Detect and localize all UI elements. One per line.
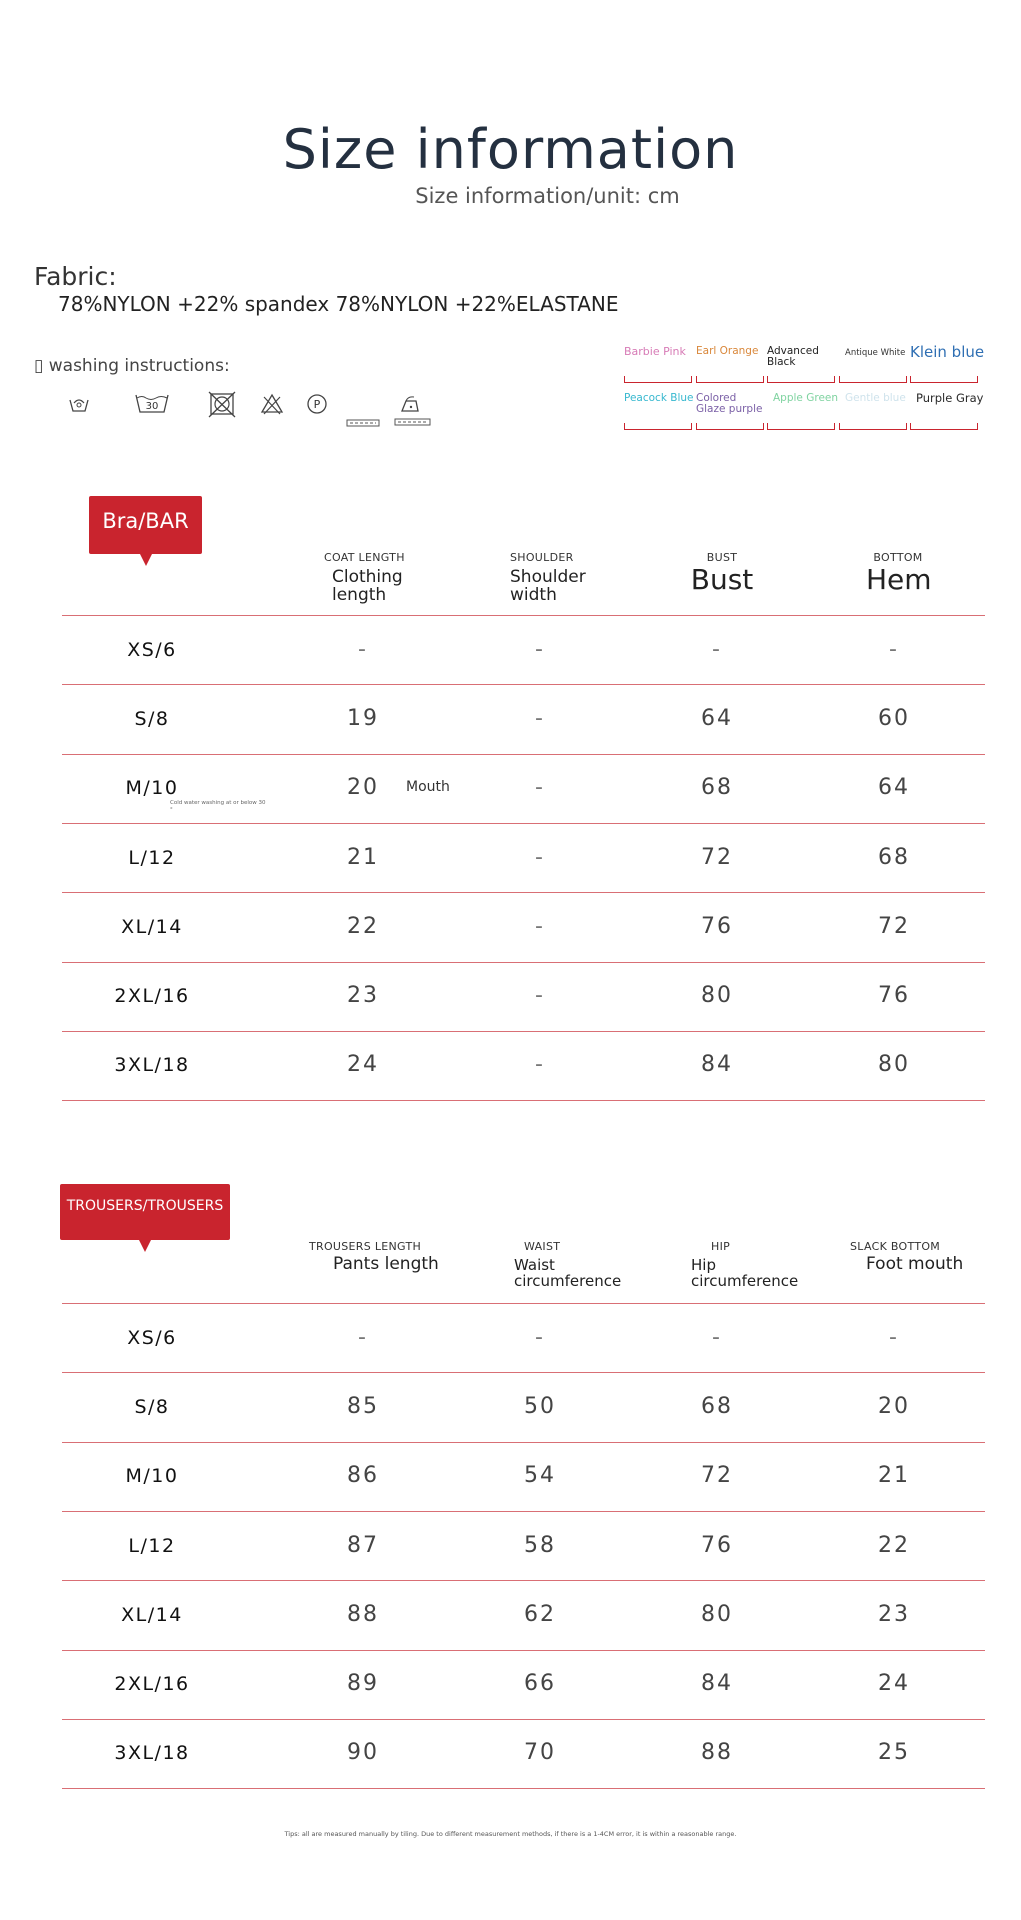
measurement-cell: 76 bbox=[701, 913, 733, 939]
page-subtitle: Size information/unit: cm bbox=[415, 184, 680, 208]
color-name: Advanced Black bbox=[767, 345, 819, 368]
measurement-cell: 72 bbox=[878, 913, 910, 939]
color-swatches bbox=[616, 340, 986, 430]
row-divider bbox=[62, 1303, 985, 1304]
row-divider bbox=[62, 1788, 985, 1789]
measurement-cell: 68 bbox=[701, 775, 733, 801]
measurement-cell: 89 bbox=[347, 1671, 379, 1697]
measurement-cell: 68 bbox=[878, 844, 910, 870]
measurement-cell: - bbox=[535, 844, 545, 870]
color-name: Antique White bbox=[845, 348, 906, 358]
measurement-cell: 54 bbox=[524, 1463, 556, 1489]
color-swatch[interactable] bbox=[624, 346, 692, 384]
column-header-label: Bust bbox=[690, 563, 754, 596]
row-divider bbox=[62, 962, 985, 963]
fabric-composition: 78%NYLON +22% spandex 78%NYLON +22%ELASTANE bbox=[58, 292, 619, 316]
measurement-cell: 60 bbox=[878, 705, 910, 731]
measurement-cell: - bbox=[535, 913, 545, 939]
size-label: XS/6 bbox=[127, 1326, 177, 1349]
row-divider bbox=[62, 754, 985, 755]
hand-wash-icon bbox=[68, 394, 90, 414]
measurement-cell: 23 bbox=[878, 1601, 910, 1627]
color-swatch[interactable] bbox=[839, 393, 907, 431]
measurement-cell: 62 bbox=[524, 1601, 556, 1627]
measurement-cell: 68 bbox=[701, 1393, 733, 1419]
column-header-label: Hem bbox=[866, 563, 932, 596]
measurement-cell: - bbox=[535, 1324, 545, 1350]
row-divider bbox=[62, 892, 985, 893]
row-divider bbox=[62, 1650, 985, 1651]
measurement-cell: - bbox=[535, 705, 545, 731]
measurement-cell: 22 bbox=[878, 1532, 910, 1558]
measurement-cell: 72 bbox=[701, 1463, 733, 1489]
column-header-label: Shoulder width bbox=[510, 567, 586, 605]
size-label: 3XL/18 bbox=[114, 1054, 190, 1077]
measurement-cell: 86 bbox=[347, 1463, 379, 1489]
row-divider bbox=[62, 1372, 985, 1373]
column-header bbox=[514, 1240, 634, 1289]
column-header-label: Clothing length bbox=[332, 567, 403, 605]
measurement-cell: 80 bbox=[878, 1052, 910, 1078]
column-header-en: SHOULDER bbox=[510, 551, 574, 564]
column-header bbox=[690, 551, 754, 594]
row-divider bbox=[62, 1100, 985, 1101]
column-header bbox=[309, 1240, 439, 1273]
measurement-cell: 50 bbox=[524, 1393, 556, 1419]
measurement-cell: 87 bbox=[347, 1532, 379, 1558]
column-header bbox=[691, 1240, 811, 1289]
measurement-cell: 24 bbox=[878, 1671, 910, 1697]
measurement-cell: 76 bbox=[701, 1532, 733, 1558]
row-divider bbox=[62, 1511, 985, 1512]
color-name: Apple Green bbox=[773, 392, 839, 404]
measurement-cell: 21 bbox=[878, 1463, 910, 1489]
measurement-cell: 88 bbox=[701, 1740, 733, 1766]
measurement-cell: 25 bbox=[878, 1740, 910, 1766]
measurement-cell: - bbox=[535, 983, 545, 1009]
size-label: 3XL/18 bbox=[114, 1742, 190, 1765]
measurement-cell: - bbox=[358, 636, 368, 662]
row-divider bbox=[62, 1580, 985, 1581]
measurement-cell: 66 bbox=[524, 1671, 556, 1697]
iron-icon bbox=[394, 393, 432, 427]
measurement-cell: 76 bbox=[878, 983, 910, 1009]
measurement-cell: - bbox=[889, 636, 899, 662]
measurement-cell: 20 bbox=[347, 775, 379, 801]
measurement-cell: 23 bbox=[347, 983, 379, 1009]
cold-water-note: Cold water washing at or below 30 ° bbox=[170, 800, 266, 813]
do-not-bleach-icon bbox=[260, 392, 284, 416]
color-swatch[interactable] bbox=[767, 346, 835, 384]
size-label: S/8 bbox=[134, 707, 170, 730]
color-swatch[interactable] bbox=[696, 346, 764, 384]
measurement-cell: 72 bbox=[701, 844, 733, 870]
measurement-cell: - bbox=[358, 1324, 368, 1350]
color-name: Peacock Blue bbox=[624, 392, 694, 404]
color-swatch[interactable] bbox=[696, 393, 764, 431]
measurement-cell: - bbox=[712, 636, 722, 662]
bra-section-tag: Bra/BAR bbox=[89, 496, 202, 554]
size-label: 2XL/16 bbox=[114, 985, 190, 1008]
trousers-section-tag: TROUSERS/TROUSERS bbox=[60, 1184, 230, 1240]
column-header-en: HIP bbox=[711, 1240, 731, 1253]
column-header-en: TROUSERS LENGTH bbox=[309, 1240, 422, 1253]
line-dry-icon bbox=[346, 418, 380, 428]
size-label: XS/6 bbox=[127, 638, 177, 661]
svg-text:30: 30 bbox=[145, 401, 159, 412]
color-name: Earl Orange bbox=[696, 345, 759, 357]
measurement-cell: 22 bbox=[347, 913, 379, 939]
measurement-cell: 64 bbox=[701, 705, 733, 731]
measurement-cell: 19 bbox=[347, 705, 379, 731]
column-header bbox=[510, 551, 600, 604]
size-label: S/8 bbox=[134, 1395, 170, 1418]
measurement-cell: - bbox=[535, 775, 545, 801]
color-swatch[interactable] bbox=[624, 393, 692, 431]
size-label: M/10 bbox=[125, 1465, 179, 1488]
column-header bbox=[850, 1240, 963, 1273]
measurement-cell: 84 bbox=[701, 1671, 733, 1697]
row-divider bbox=[62, 1442, 985, 1443]
do-not-tumble-dry-icon bbox=[207, 391, 237, 419]
fabric-label: Fabric: bbox=[34, 262, 117, 291]
measurement-cell: 88 bbox=[347, 1601, 379, 1627]
color-name: Klein blue bbox=[910, 343, 985, 361]
size-label: XL/14 bbox=[121, 1603, 183, 1626]
svg-text:P: P bbox=[313, 398, 321, 411]
row-divider bbox=[62, 1719, 985, 1720]
column-header-en: COAT LENGTH bbox=[324, 551, 405, 564]
mouth-label: Mouth bbox=[406, 779, 450, 795]
column-header-en: WAIST bbox=[524, 1240, 561, 1253]
measurement-cell: 90 bbox=[347, 1740, 379, 1766]
color-swatch[interactable] bbox=[910, 391, 984, 431]
measurement-cell: 20 bbox=[878, 1393, 910, 1419]
measurement-cell: 24 bbox=[347, 1052, 379, 1078]
wash-30-icon bbox=[134, 392, 170, 414]
row-divider bbox=[62, 823, 985, 824]
measurement-cell: 80 bbox=[701, 1601, 733, 1627]
measurement-cell: - bbox=[712, 1324, 722, 1350]
measurement-cell: - bbox=[889, 1324, 899, 1350]
measurement-tips: Tips: all are measured manually by tiling. Due to different measurement methods, if there is a 1-4CM error, it is within a reasonable range. bbox=[284, 1830, 737, 1838]
color-swatch[interactable] bbox=[767, 392, 839, 431]
washing-instructions-label: ▯ washing instructions: bbox=[34, 356, 230, 376]
size-label: XL/14 bbox=[121, 915, 183, 938]
page-title: Size information bbox=[282, 118, 739, 181]
row-divider bbox=[62, 684, 985, 685]
size-label: L/12 bbox=[128, 846, 176, 869]
measurement-cell: - bbox=[535, 1052, 545, 1078]
measurement-cell: - bbox=[535, 636, 545, 662]
size-label: L/12 bbox=[128, 1534, 176, 1557]
measurement-cell: 84 bbox=[701, 1052, 733, 1078]
measurement-cell: 21 bbox=[347, 844, 379, 870]
dry-clean-p-icon bbox=[306, 393, 328, 415]
color-name: Colored Glaze purple bbox=[696, 392, 763, 415]
size-label: M/10 bbox=[125, 777, 179, 800]
measurement-cell: 58 bbox=[524, 1532, 556, 1558]
column-header-label: Pants length bbox=[333, 1254, 439, 1274]
column-header-en: BOTTOM bbox=[873, 551, 923, 564]
color-name: Barbie Pink bbox=[624, 345, 686, 358]
measurement-cell: 64 bbox=[878, 775, 910, 801]
color-name: Purple Gray bbox=[916, 391, 984, 405]
row-divider bbox=[62, 615, 985, 616]
color-swatch[interactable] bbox=[839, 346, 907, 384]
color-name: Gentle blue bbox=[845, 392, 906, 404]
column-header-label: Foot mouth bbox=[866, 1254, 964, 1274]
measurement-cell: 80 bbox=[701, 983, 733, 1009]
column-header-label: Waist circumference bbox=[514, 1256, 622, 1290]
color-swatch[interactable] bbox=[910, 343, 985, 384]
size-label: 2XL/16 bbox=[114, 1673, 190, 1696]
column-header-en: BUST bbox=[706, 551, 738, 564]
measurement-cell: 85 bbox=[347, 1393, 379, 1419]
column-header bbox=[866, 551, 930, 594]
column-header-label: Hip circumference bbox=[691, 1256, 799, 1290]
row-divider bbox=[62, 1031, 985, 1032]
measurement-cell: 70 bbox=[524, 1740, 556, 1766]
column-header-en: SLACK BOTTOM bbox=[850, 1240, 941, 1253]
column-header bbox=[324, 551, 422, 604]
